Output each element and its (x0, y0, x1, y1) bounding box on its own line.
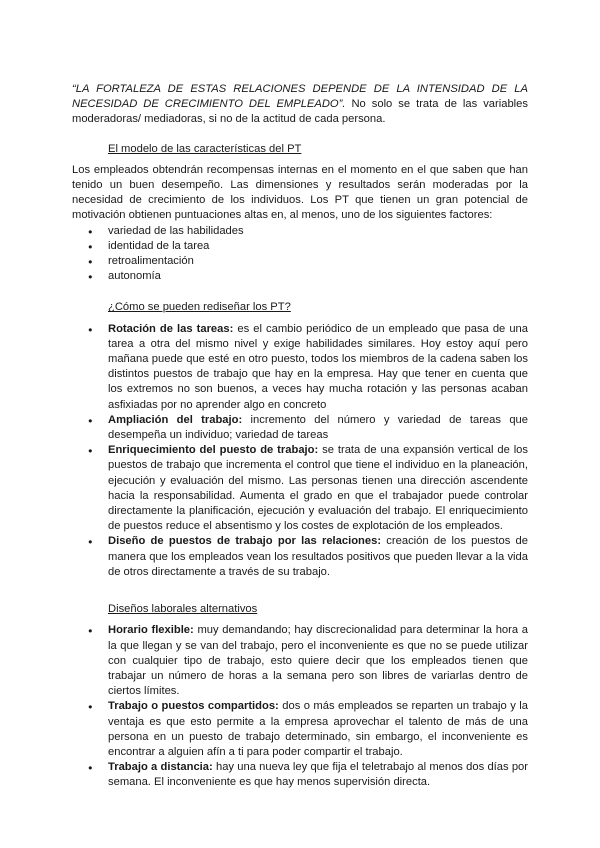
list-item-term: Ampliación del trabajo: (108, 413, 243, 426)
list-item (72, 623, 528, 699)
list-item-text: creación de los puestos de manera que los empleados vean los resultados positivos que pueden llevar a la vida de otros directamente a través de su trabajo. (108, 535, 528, 578)
list-item: ● retroalimentación (72, 254, 528, 269)
list-item (72, 322, 528, 413)
intro-quote: “LA FORTALEZA DE ESTAS RELACIONES DEPENDE DE LA INTENSIDAD DE LA NECESIDAD DE CRECIMIENTO DEL EMPLEADO”. (72, 83, 528, 111)
section-heading-disenos: Diseños laborales alternativos (108, 603, 258, 616)
list-item: ● autonomía (72, 269, 528, 284)
list-item-text: se trata de una expansión vertical de los puestos de trabajo que incrementa el control que tiene el individuo en la planeación, ejecución y evaluación del mismo. Las personas tienen una dirección ascendente hacia la responsabilidad. Aumenta el grado en que el trabajador puede controlar directamente la planificación, ejecución y evaluación del trabajo. El enriquecimiento de puestos reduce el absentismo y los costes de explotación de los empleados. (108, 444, 528, 533)
section-heading-modelo: El modelo de las características del PT (108, 142, 302, 155)
list-item-text: hay una nueva ley que fija el teletrabajo al menos dos días por semana. El inconveniente es que hay menos supervisión directa. (108, 761, 529, 789)
intro-paragraph (72, 82, 528, 128)
list-item-term: Trabajo a distancia: (108, 761, 213, 774)
section-paragraph-modelo: Los empleados obtendrán recompensas internas en el momento en el que saben que han tenido un buen desempeño. Las dimensiones y resultados serán moderadas por la necesidad de crecimiento de los individuos. Los PT que tienen un gran potencial de motivación obtienen puntuaciones altas en, al menos, uno de los siguientes factores: (72, 163, 528, 222)
list-item (72, 534, 528, 580)
list-item-text: incremento del número y variedad de tareas que desempeña un individuo; variedad de tareas (108, 413, 528, 442)
list-item-text: dos o más empleados se reparten un trabajo y la ventaja es que esto permite a la empresa aprovechar el talento de más de una persona en un puesto de trabajo determinado, sin embargo, el inconveniente es encontrar a alguien afín a ti para poder compartir el trabajo. (108, 700, 528, 758)
redesign-list (72, 322, 528, 580)
list-item (72, 413, 528, 443)
list-item-term: Rotación de las tareas: (108, 322, 234, 335)
list-item (72, 443, 528, 534)
list-item (72, 760, 528, 790)
list-item-text: es el cambio periódico de un empleado que pasa de una tarea a otra del mismo nivel y exige habilidades similares. Hoy estoy aquí pero mañana puede que esté en otro puesto, todos los miembros de la cadena saben los distintos puestos de trabajo que hay en la empresa. Hay que tener en cuenta que los extremos no son buenos, a veces hay mucha rotación y las personas acaban asfixiadas por no aprender algo en concreto (108, 322, 528, 411)
alternative-designs-list (72, 623, 528, 790)
section-heading-redisenar: ¿Cómo se pueden rediseñar los PT? (108, 301, 291, 314)
list-item-term: Enriquecimiento del puesto de trabajo: (108, 444, 319, 457)
factors-list (72, 224, 528, 285)
list-item-term: Trabajo o puestos compartidos: (108, 700, 279, 713)
list-item: ● variedad de las habilidades (72, 224, 528, 239)
list-item-term: Horario flexible: (108, 624, 194, 637)
list-item-text: muy demandando; hay discrecionalidad para determinar la hora a la que llegan y se van del trabajo, pero el inconveniente es que no se puede utilizar con cualquier tipo de trabajo, esto quiere decir que los empleados tienen que trabajar un número de horas a la semana pero son libres de variarlas dentro de ciertos límites. (108, 624, 529, 698)
intro-text: No solo se trata de las variables moderadoras/ mediadoras, si no de la actitud de cada persona. (72, 98, 528, 126)
list-item: ● identidad de la tarea (72, 239, 528, 254)
list-item-term: Diseño de puestos de trabajo por las relaciones: (108, 535, 382, 548)
list-item (72, 699, 528, 760)
